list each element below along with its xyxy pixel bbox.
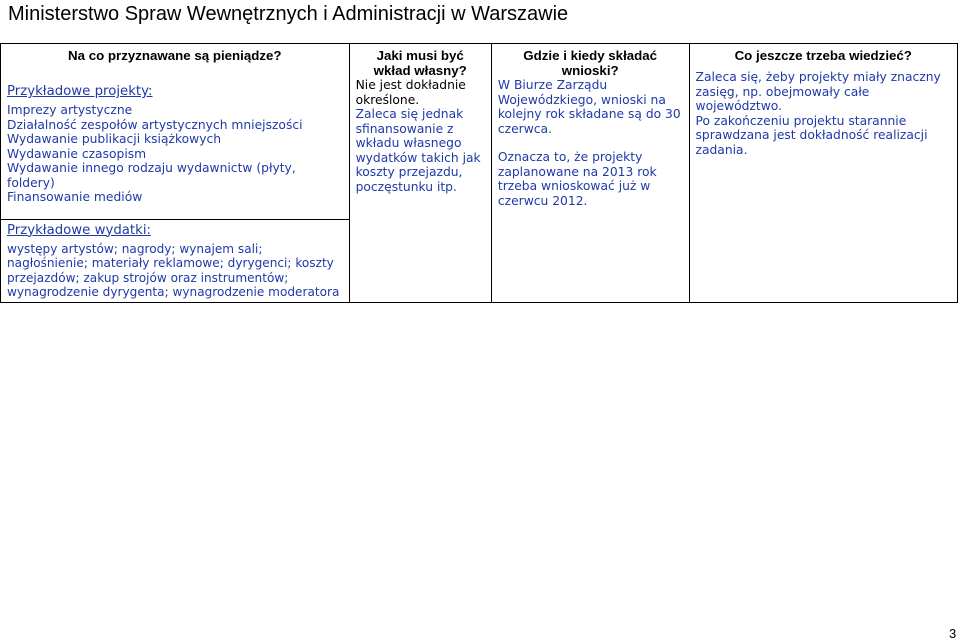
info-table — [0, 43, 958, 303]
page-title: Ministerstwo Spraw Wewnętrznych i Administracji w Warszawie — [8, 3, 569, 25]
expenses-title: Przykładowe wydatki: — [7, 222, 152, 238]
own-contribution-cell — [349, 44, 491, 303]
expenses-cell — [1, 219, 350, 302]
where-when-heading: Gdzie i kiedy składać wnioski? — [523, 48, 658, 78]
what-funded-heading: Na co przyznawane są pieniądze? — [68, 48, 282, 63]
list-item: Wydawanie czasopism — [7, 146, 147, 161]
page-number: 3 — [949, 626, 957, 641]
list-item: Działalność zespołów artystycznych mniejszości — [7, 117, 303, 132]
what-funded-cell — [1, 44, 350, 220]
where-when-cell — [491, 44, 689, 303]
more-info-text-1: Zaleca się, żeby projekty miały znaczny zasięg, np. obejmowały całe województwo. — [695, 70, 941, 113]
projects-title: Przykładowe projekty: — [7, 84, 153, 99]
more-info-heading: Co jeszcze trzeba wiedzieć? — [734, 48, 912, 63]
more-info-text-2: Po zakończeniu projektu starannie sprawdzana jest dokładność realizacji zadania. — [695, 113, 928, 157]
list-item: Wydawanie innego rodzaju wydawnictw (płyty, — [7, 161, 296, 175]
list-item: Wydawanie publikacji książkowych — [7, 132, 222, 146]
table-row — [1, 44, 958, 220]
own-contribution-heading: Jaki musi być wkład własny? — [373, 48, 467, 78]
where-when-text-1: W Biurze Zarządu Wojewódzkiego, wnioski na kolejny rok składane są do 30 czerwca. — [497, 78, 681, 136]
list-item: foldery) — [7, 175, 55, 190]
list-item: Finansowanie mediów — [7, 190, 143, 204]
own-contribution-text: Nie jest dokładnie określone. Zaleca się jednak sfinansowanie z wkładu własnego wydatków takich jak koszty przejazdu, poczęstunku itp. — [355, 78, 481, 194]
more-info-cell — [689, 44, 957, 303]
projects-list — [7, 103, 343, 205]
expenses-list: występy artystów; nagrody; wynajem sali; nagłośnienie; materiały reklamowe; dyrygenci; koszty przejazdów; zakup strojów oraz instrumentów; wynagrodzenie dyrygenta; wynagrodzenie moderatora — [7, 241, 340, 299]
list-item: Imprezy artystyczne — [7, 103, 133, 117]
where-when-text-2: Oznacza to, że projekty zaplanowane na 2013 rok trzeba wnioskować już w czerwcu 2012. — [497, 150, 657, 208]
